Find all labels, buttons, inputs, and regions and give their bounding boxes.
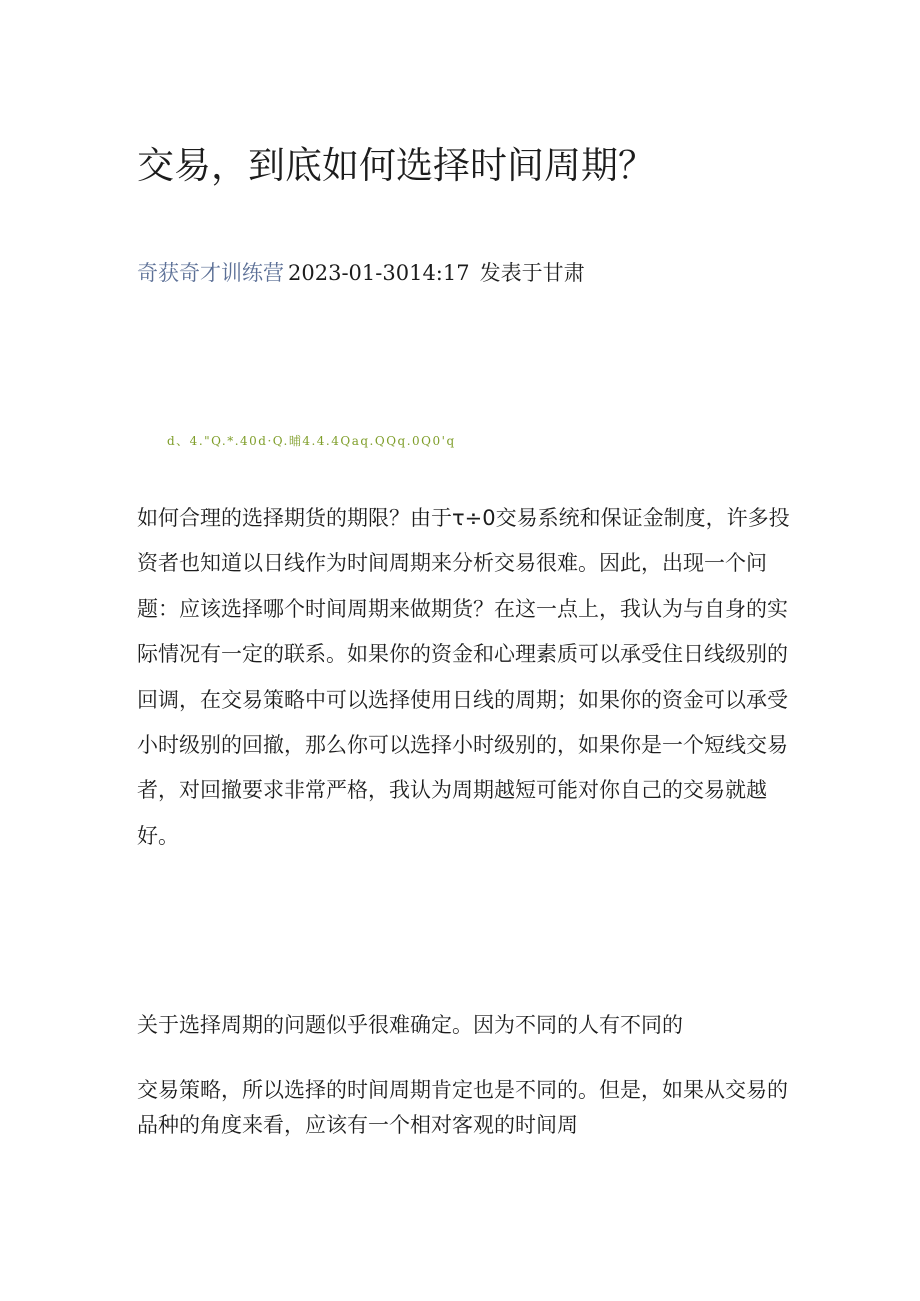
- paragraph-3: 交易策略，所以选择的时间周期肯定也是不同的。但是，如果从交易的品种的角度来看，应该有一个相对客观的时间周: [137, 1078, 788, 1137]
- paragraph-1: 如何合理的选择期货的期限？由于τ÷0交易系统和保证金制度，许多投资者也知道以日线作为时间周期来分析交易很难。因此，出现一个问题：应该选择哪个时间周期来做期货？在这一点上，我认为与自身的实际情况有一定的联系。如果你的资金和心理素质可以承受住日线级别的回调，在交易策略中可以选择使用日线的周期；如果你的资金可以承受小时级别的回撤，那么你可以选择小时级别的，如果你是一个短线交易者，对回撤要求非常严格，我认为周期越短可能对你自己的交易就越好。: [137, 506, 790, 848]
- publish-location: 发表于甘肃: [479, 261, 585, 285]
- paragraph-2: 关于选择周期的问题似乎很难确定。因为不同的人有不同的: [137, 1013, 683, 1037]
- article-meta: [137, 257, 585, 289]
- article-title: 交易，到底如何选择时间周期？: [137, 144, 655, 187]
- publish-datetime: 2023-01-3014:17: [288, 261, 470, 285]
- garbled-text-line: d、4."Q.*.40d·Q.晡4.4.4Qaq.QQq.0Q0'q: [167, 434, 456, 448]
- account-name-link[interactable]: 奇获奇才训练营: [137, 261, 284, 285]
